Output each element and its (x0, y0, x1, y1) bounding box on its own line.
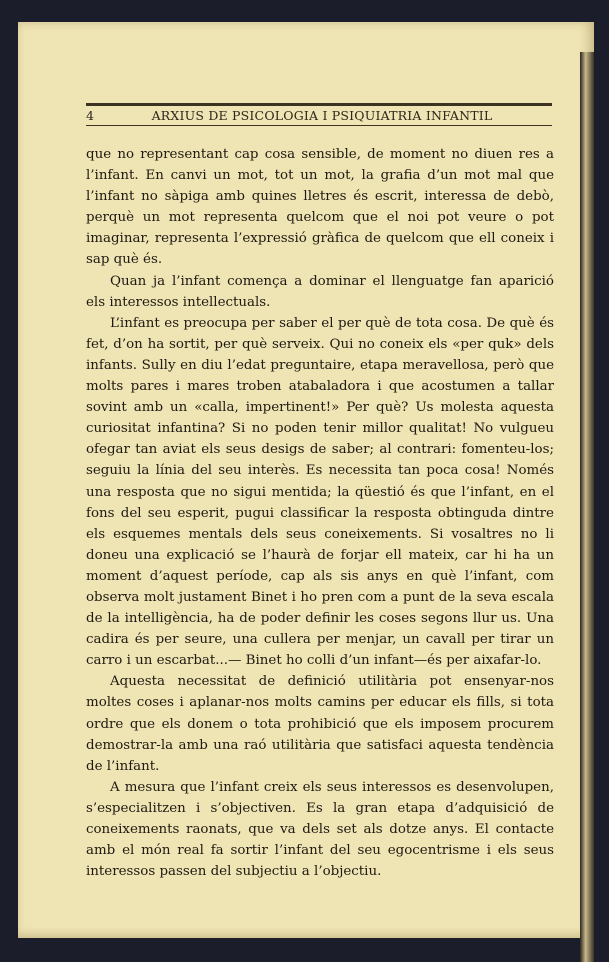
page-number: 4 (86, 108, 95, 123)
paragraph: Quan ja l’infant comença a dominar el llenguatge fan aparició els interessos intellectuals. (86, 273, 554, 310)
paragraph: A mesura que l’infant creix els seus interessos es desenvolupen, s’especialitzen i s’objectiven. Es la gran etapa d’adquisició de coneixements raonats, que va dels set als dotze anys. El contacte amb el món real fa sortir l’infant del seu egocentrisme i els seus interessos passen del subjectiu a l’objectiu. (86, 779, 554, 880)
running-head: ARXIUS DE PSICOLOGIA I PSIQUIATRIA INFANTIL (151, 108, 493, 123)
header-rule-bottom (86, 125, 552, 126)
body-text (86, 144, 554, 882)
paragraph-continued: que no representant cap cosa sensible, de moment no diuen res a l’infant. En canvi un mot, tot un mot, la grafia d’un mot mal que l’infant no sàpiga amb quines lletres és escrit, interessa de debò, perquè un mot representa quelcom que el noi pot veure o pot imaginar, representa l’expressió gràfica de quelcom que ell coneix i sap què és. (86, 147, 554, 268)
paragraph: Aquesta necessitat de definició utilitària pot ensenyar-nos moltes coses i aplanar-nos molts camins per educar els fills, si tota ordre que els donem o tota prohibició que els imposem procurem demostrar-la amb una raó utilitària que satisfaci aquesta tendència de l’infant. (86, 674, 554, 774)
page-spine-edge (580, 52, 594, 962)
header-line (86, 106, 552, 124)
page-header (86, 103, 552, 126)
paragraph: L’infant es preocupa per saber el per què de tota cosa. De què és fet, d’on ha sortit, per què serveix. Qui no coneix els «per quk» dels infants. Sully en diu l’edat preguntaire, etapa meravellosa, però que molts pares i mares troben atabaladora i que acostumen a tallar sovint amb un «calla, impertinent!» Per què? Us molesta aquesta curiositat infantina? Si no poden tenir millor qualitat! No vulgueu ofegar tan aviat els seus desigs de saber; al contrari: fomenteu-los; seguiu la línia del seu interès. Es necessita tan poca cosa! Només una resposta que no sigui mentida; la qüestió és que l’infant, en el fons del seu esperit, pugui classificar la resposta obtinguda dintre els esquemes mentals dels seus coneixements. Si vosaltres no li doneu una explicació se l’haurà de forjar ell mateix, car hi ha un moment d’aquest període, cap als sis anys en què l’infant, com observa molt justament Binet i ho pren com a punt de la seva escala de la intelligència, ha de poder definir les coses segons llur us. Una cadira és per seure, una cullera per menjar, un cavall per tirar un carro i un escarbat...— Binet ho colli d’un infant—és per aixafar-lo. (86, 315, 554, 669)
